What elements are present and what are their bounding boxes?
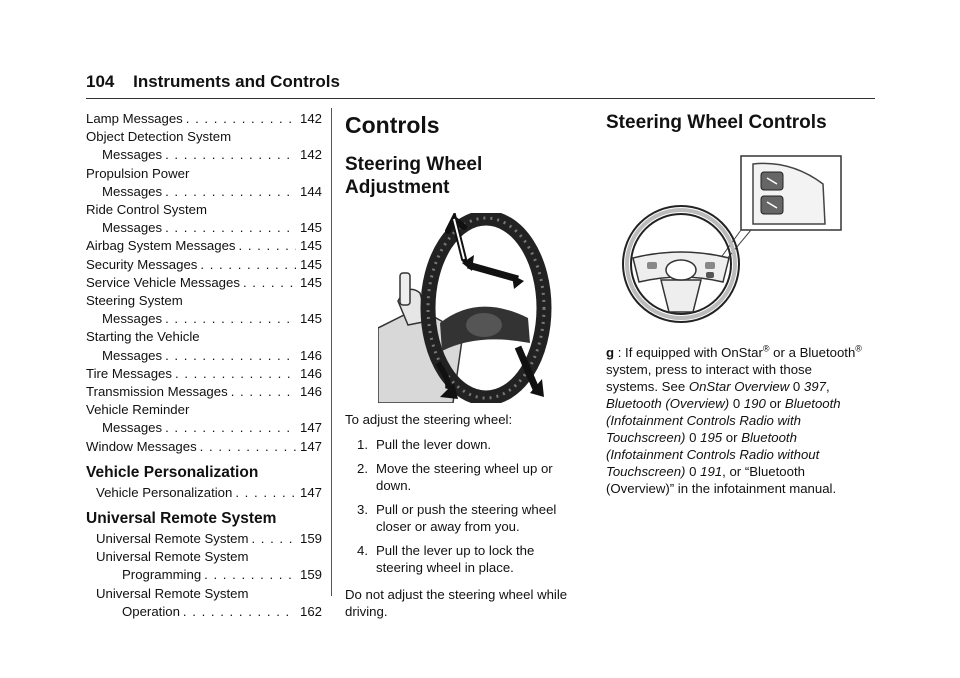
toc-leader-dots	[172, 365, 296, 383]
toc-entry-title: Transmission Messages	[86, 384, 228, 400]
toc-page-number: 142	[299, 111, 322, 126]
toc-leader-dots	[197, 438, 296, 456]
toc-entry-title: Vehicle Reminder	[86, 402, 190, 418]
toc-page-number: 142	[299, 147, 322, 163]
toc-page-number: 146	[299, 365, 322, 381]
toc-page-number: 145	[299, 238, 322, 254]
toc-page-number: 144	[299, 183, 322, 199]
toc-leader-dots	[162, 347, 296, 365]
ref-onstar-overview[interactable]: OnStar Overview	[688, 379, 790, 394]
column-divider	[331, 108, 332, 596]
adjust-step	[345, 501, 580, 535]
toc-entry[interactable]	[86, 328, 322, 364]
toc-entry[interactable]	[86, 110, 322, 128]
steering-adjust-illustration	[378, 213, 568, 403]
toc-entry[interactable]	[86, 585, 322, 621]
header-divider	[86, 98, 875, 99]
toc-page-number: 159	[299, 531, 322, 547]
swc-description: g : If equipped with OnStar® or a Bluetooth® system, press to interact with those systems. See OnStar Overview 0 397, Bluetooth (Overview) 0 190 or Bluetooth (Infotainment Controls Radio with Touchscreen) 0 195 or Bluetooth (Infotainment Controls Radio without Touchscreen) 0 191, or “Bluetooth (Overview)” in the infotainment manual.	[606, 343, 862, 496]
toc-entry-title: Messages	[102, 183, 163, 199]
step-text: Pull or push the steering wheel closer or away from you.	[376, 502, 557, 534]
toc-entry[interactable]	[86, 165, 322, 201]
toc-entry-title: Messages	[102, 311, 163, 327]
adjust-warning: Do not adjust the steering wheel while driving.	[345, 587, 568, 619]
step-text: Pull the lever down.	[376, 437, 492, 452]
toc-entry-title: Lamp Messages	[86, 111, 183, 126]
step-number: 3.	[357, 502, 368, 517]
toc-page-number: 162	[299, 603, 322, 619]
toc-entry-title: Operation	[122, 603, 180, 619]
toc-section-entries	[86, 530, 322, 621]
ref-page-191[interactable]: 191	[700, 464, 723, 479]
toc-section-entries	[86, 484, 322, 502]
page-header	[86, 72, 340, 92]
voice-command-icon: g	[606, 345, 615, 360]
toc-leader-dots	[248, 530, 296, 548]
toc-list	[86, 110, 322, 456]
toc-page-number: 146	[299, 347, 322, 363]
swc-column	[606, 108, 866, 497]
toc-entry-title: Messages	[102, 147, 163, 163]
ref-bluetooth-without-touchscreen[interactable]: Bluetooth (Infotainment Controls Radio without Touchscreen)	[606, 430, 820, 479]
controls-column	[345, 108, 580, 620]
toc-page-number: 145	[299, 256, 322, 272]
page-number: 104	[86, 72, 115, 91]
toc-leader-dots	[180, 603, 296, 621]
step-text: Pull the lever up to lock the steering wheel in place.	[376, 543, 535, 575]
toc-entry-title: Propulsion Power	[86, 165, 190, 181]
toc-entry-title: Ride Control System	[86, 202, 207, 218]
controls-heading: Controls	[345, 112, 440, 138]
toc-page-number: 159	[299, 567, 322, 583]
toc-entry-title: Messages	[102, 420, 163, 436]
toc-entry[interactable]	[86, 530, 322, 548]
ref-page-195[interactable]: 195	[700, 430, 723, 445]
toc-page-number: 145	[299, 311, 322, 327]
toc-entry[interactable]	[86, 237, 322, 255]
swc-heading: Steering Wheel Controls	[606, 112, 827, 133]
ref-bluetooth-overview[interactable]: Bluetooth (Overview)	[606, 396, 730, 411]
toc-entry-title: Object Detection System	[86, 129, 232, 145]
toc-entry-title: Steering System	[86, 293, 183, 309]
toc-leader-dots	[162, 219, 296, 237]
toc-sections	[86, 464, 322, 621]
toc-leader-dots	[162, 183, 296, 201]
toc-entry[interactable]	[86, 383, 322, 401]
step-text: Move the steering wheel up or down.	[376, 461, 553, 493]
toc-entry[interactable]	[86, 401, 322, 437]
toc-section-heading[interactable]: Universal Remote System	[86, 510, 277, 528]
toc-page-number: 147	[299, 484, 322, 500]
toc-entry[interactable]	[86, 438, 322, 456]
toc-entry-title: Vehicle Personalization	[96, 484, 233, 500]
toc-entry-title: Service Vehicle Messages	[86, 274, 240, 290]
toc-page-number: 145	[299, 220, 322, 236]
toc-leader-dots	[162, 310, 296, 328]
toc-entry-title: Universal Remote System	[96, 585, 249, 601]
adjust-intro: To adjust the steering wheel:	[345, 412, 513, 427]
toc-entry[interactable]	[86, 201, 322, 237]
toc-page-number: 145	[299, 274, 322, 290]
toc-leader-dots	[183, 110, 296, 128]
toc-section-heading[interactable]: Vehicle Personalization	[86, 463, 259, 481]
toc-entry-title: Window Messages	[86, 438, 197, 454]
toc-entry[interactable]	[86, 274, 322, 292]
ref-bluetooth-with-touchscreen[interactable]: Bluetooth (Infotainment Controls Radio with Touchscreen)	[606, 396, 841, 445]
page-ref-icon: 0	[732, 396, 741, 411]
toc-entry-title: Universal Remote System	[96, 549, 249, 565]
toc-page-number: 146	[299, 384, 322, 400]
steering-controls-illustration	[611, 154, 843, 324]
toc-entry[interactable]	[86, 548, 322, 584]
page-ref-icon: 0	[689, 430, 697, 445]
adjust-steps	[345, 436, 580, 576]
toc-entry-title: Tire Messages	[86, 365, 172, 381]
toc-page-number: 147	[299, 420, 322, 436]
toc-entry[interactable]	[86, 484, 322, 502]
toc-entry-title: Universal Remote System	[96, 531, 249, 547]
toc-leader-dots	[240, 274, 296, 292]
toc-entry-title: Programming	[122, 567, 202, 583]
step-number: 4.	[357, 543, 368, 558]
toc-entry[interactable]	[86, 292, 322, 328]
toc-entry-title: Starting the Vehicle	[86, 329, 200, 345]
adjust-step	[345, 460, 580, 494]
toc-entry-title: Airbag System Messages	[86, 238, 236, 254]
adjust-step	[345, 436, 580, 453]
toc-leader-dots	[162, 419, 296, 437]
ref-page-190[interactable]: 190	[743, 396, 766, 411]
toc-entry[interactable]	[86, 128, 322, 164]
toc-leader-dots	[197, 256, 296, 274]
page-title: Instruments and Controls	[133, 72, 340, 91]
steering-adjust-heading: Steering Wheel Adjustment	[345, 154, 483, 198]
toc-leader-dots	[162, 146, 296, 164]
ref-page-397[interactable]: 397	[803, 379, 826, 394]
toc-leader-dots	[228, 383, 296, 401]
toc-entry[interactable]	[86, 365, 322, 383]
toc-leader-dots	[201, 566, 296, 584]
page-ref-icon: 0	[689, 464, 697, 479]
toc-leader-dots	[232, 484, 296, 502]
adjust-step	[345, 542, 580, 576]
toc-page-number: 147	[299, 438, 322, 454]
toc-entry-title: Security Messages	[86, 256, 198, 272]
toc-entry[interactable]	[86, 256, 322, 274]
toc-column	[86, 110, 322, 621]
step-number: 2.	[357, 461, 368, 476]
toc-leader-dots	[236, 237, 296, 255]
step-number: 1.	[357, 437, 368, 452]
toc-entry-title: Messages	[102, 220, 163, 236]
toc-entry-title: Messages	[102, 347, 163, 363]
page-ref-icon: 0	[792, 379, 801, 394]
